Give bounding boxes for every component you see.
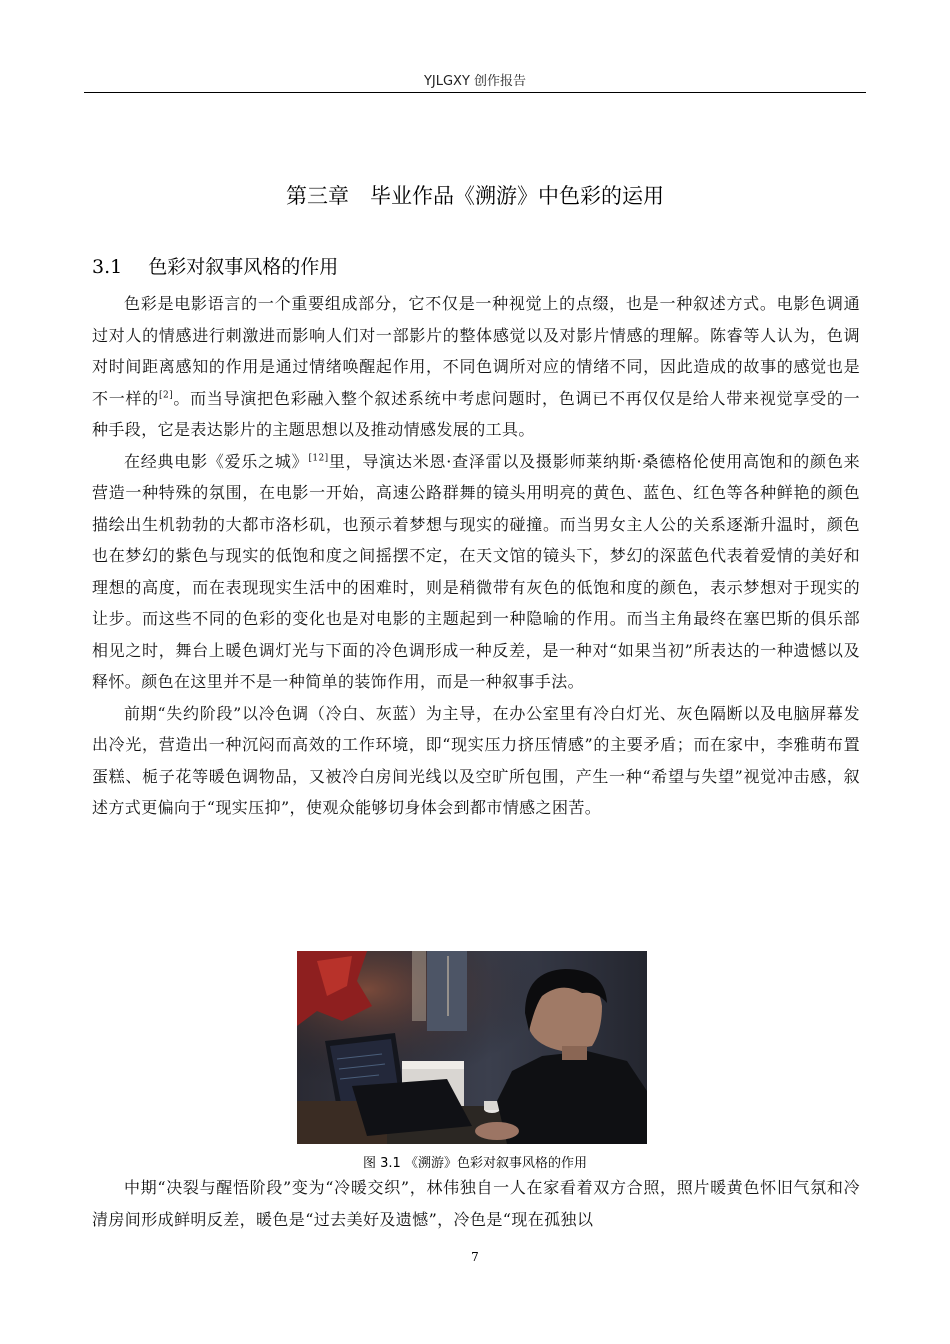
- paragraph-2: [92, 446, 860, 698]
- film-still-figure: [297, 951, 647, 1144]
- paragraph-1-text-b: 。而当导演把色彩融入整个叙述系统中考虑问题时，色调已不再仅仅是给人带来视觉享受的一种手段，它是表达影片的主题思想以及推动情感发展的工具。: [92, 388, 860, 439]
- paragraph-1: [92, 288, 860, 446]
- figure-caption: 图 3.1 《溯游》色彩对叙事风格的作用: [363, 1156, 587, 1171]
- running-header: YJLGXY 创作报告: [423, 74, 527, 89]
- body-text-lower: [92, 1172, 860, 1235]
- film-still-image: [297, 951, 647, 1144]
- paragraph-4: 中期“决裂与醒悟阶段”变为“冷暖交织”，林伟独自一人在家看着双方合照，照片暖黄色怀旧气氛和冷清房间形成鲜明反差，暖色是“过去美好及遗憾”，冷色是“现在孤独以: [92, 1178, 860, 1229]
- paragraph-2-text-a: 在经典电影《爱乐之城》: [124, 451, 309, 471]
- header-divider: [84, 92, 866, 93]
- citation-ref-2: [2]: [159, 390, 173, 401]
- citation-ref-12: [12]: [308, 453, 329, 464]
- body-text-upper: [92, 288, 860, 824]
- section-title: 色彩对叙事风格的作用: [148, 256, 339, 278]
- page-number: 7: [471, 1250, 479, 1264]
- paragraph-2-text-b: 里，导演达米恩·查泽雷以及摄影师莱纳斯·桑德格伦使用高饱和的颜色来营造一种特殊的氛围，在电影一开始，高速公路群舞的镜头用明亮的黄色、蓝色、红色等各种鲜艳的颜色描绘出生机勃勃的大都市洛杉矶，也预示着梦想与现实的碰撞。而当男女主人公的关系逐渐升温时，颜色也在梦幻的紫色与现实的低饱和度之间摇摆不定，在天文馆的镜头下，梦幻的深蓝色代表着爱情的美好和理想的高度，而在表现现实生活中的困难时，则是稍微带有灰色的低饱和度的颜色，表示梦想对于现实的让步。而这些不同的色彩的变化也是对电影的主题起到一种隐喻的作用。而当主角最终在塞巴斯的俱乐部相见之时，舞台上暖色调灯光与下面的冷色调形成一种反差，是一种对“如果当初”所表达的一种遗憾以及释怀。颜色在这里并不是一种简单的装饰作用，而是一种叙事手法。: [92, 451, 860, 691]
- paragraph-1-text-a: 色彩是电影语言的一个重要组成部分，它不仅是一种视觉上的点缀，也是一种叙述方式。电影色调通过对人的情感进行刺激进而影响人们对一部影片的整体感觉以及对影片情感的理解。陈睿等人认为，色调对时间距离感知的作用是通过情绪唤醒起作用，不同色调所对应的情绪不同，因此造成的故事的感觉也是不一样的: [92, 294, 860, 408]
- section-number: 3.1: [92, 256, 123, 278]
- chapter-title: 第三章 毕业作品《溯游》中色彩的运用: [286, 184, 664, 208]
- paragraph-3: 前期“失约阶段”以冷色调（冷白、灰蓝）为主导，在办公室里有冷白灯光、灰色隔断以及电脑屏幕发出冷光，营造出一种沉闷而高效的工作环境，即“现实压力挤压情感”的主要矛盾；而在家中，李雅萌布置蛋糕、栀子花等暖色调物品，又被冷白房间光线以及空旷所包围，产生一种“希望与失望”视觉冲击感，叙述方式更偏向于“现实压抑”，使观众能够切身体会到都市情感之困苦。: [92, 703, 860, 817]
- section-heading: [92, 252, 862, 279]
